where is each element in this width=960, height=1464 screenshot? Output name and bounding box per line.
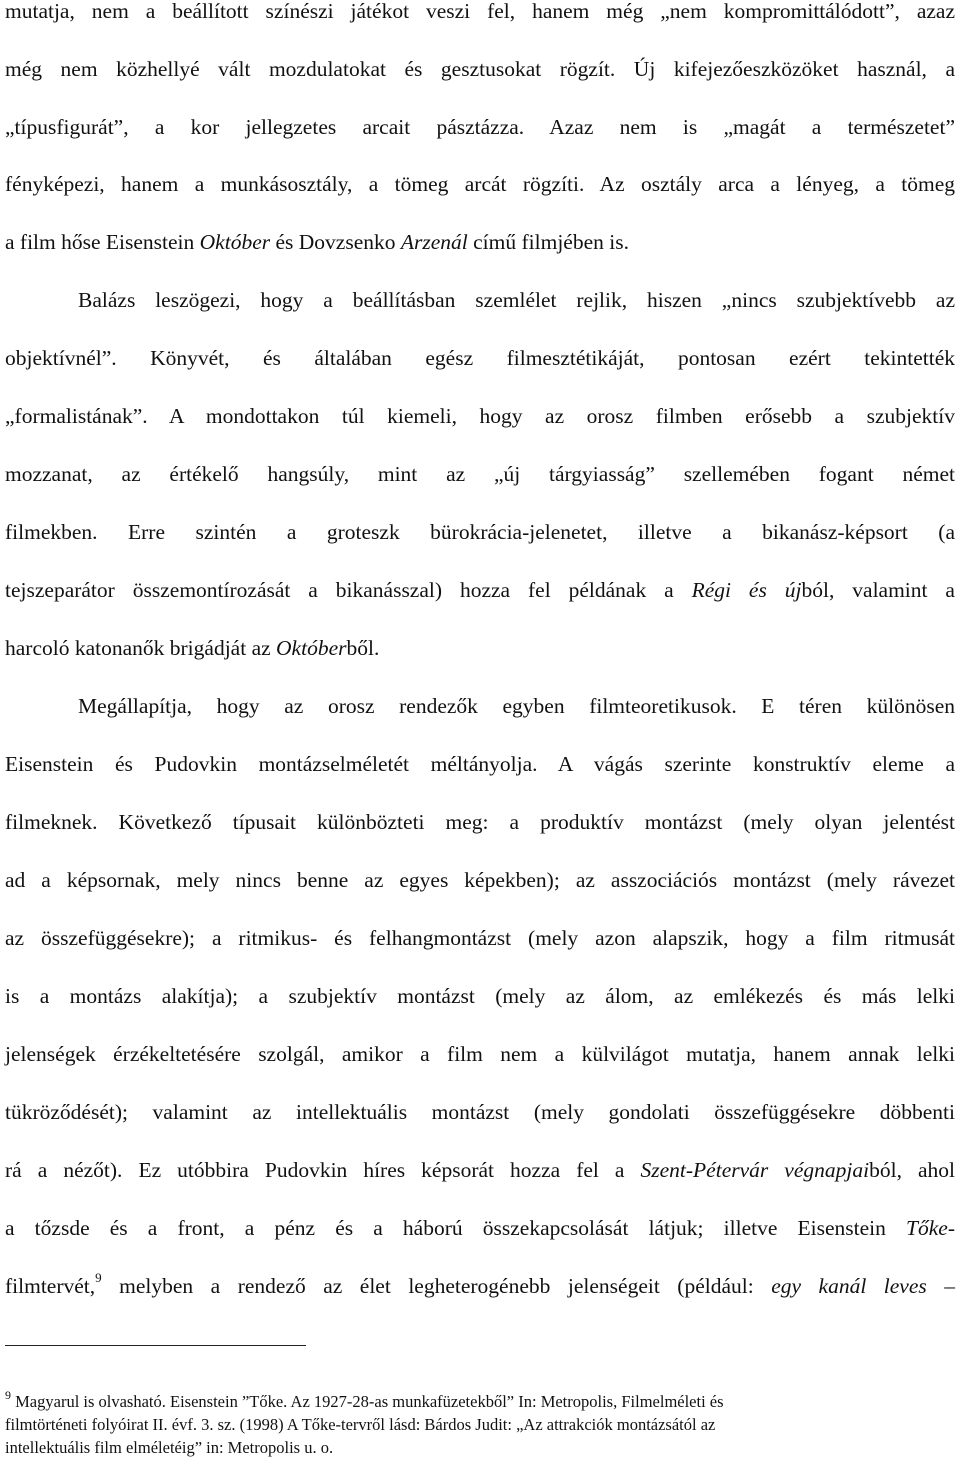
text-run: a tőzsde és a front, a pénz és a háború összekapcsolását látjuk; illetve Eisenstein — [5, 1216, 907, 1240]
text-run: melyben a rendező az élet legheterogénebb jelenségeit (például: — [101, 1274, 772, 1298]
text-run: rá a nézőt). Ez utóbbira Pudovkin híres képsorát hozza fel a — [5, 1158, 641, 1182]
body-line: filmekben. Erre szintén a groteszk bürokrácia-jelenetet, illetve a bikanász-képsort (a — [5, 520, 955, 544]
text-run: ből. — [346, 636, 380, 660]
text-run: ból, valamint a — [801, 578, 955, 602]
paragraph-first-line: Balázs leszögezi, hogy a beállításban szemlélet rejlik, hiszen „nincs szubjektívebb az — [78, 288, 955, 312]
film-title: Régi és új — [691, 578, 802, 602]
body-line — [5, 1155, 955, 1185]
footnote-separator — [5, 1345, 306, 1346]
body-line: Eisenstein és Pudovkin montázselméletét méltányolja. A vágás szerinte konstruktív eleme a — [5, 752, 955, 776]
footnote-marker: 9 — [5, 1387, 11, 1402]
text-run: tejszeparátor összemontírozását a bikanásszal) hozza fel példának a — [5, 578, 692, 602]
body-line: fényképezi, hanem a munkásosztály, a tömeg arcát rögzíti. Az osztály arca a lényeg, a tömeg — [5, 172, 955, 196]
body-line — [5, 633, 379, 663]
text-run: ból, ahol — [869, 1158, 955, 1182]
footnote-reference[interactable]: 9 — [95, 1269, 102, 1285]
body-line: ad a képsornak, mely nincs benne az egyes képekben); az asszociációs montázst (mely rávezet — [5, 868, 955, 892]
film-title: Október — [276, 636, 347, 660]
body-line: mutatja, nem a beállított színészi játékot veszi fel, hanem még „nem kompromittálódott”, azaz — [5, 0, 955, 23]
film-title: Október — [199, 230, 271, 254]
body-line: objektívnél”. Könyvét, és általában egész filmesztétikáját, pontosan ezért tekintették — [5, 346, 955, 370]
footnote-line: intellektuális film elméletéig” in: Metropolis u. o. — [5, 1438, 334, 1457]
film-title: Szent-Pétervár végnapjai — [640, 1158, 870, 1182]
text-run: filmtervét, — [5, 1274, 96, 1298]
footnote-line: filmtörténeti folyóirat II. évf. 3. sz. (1998) A Tőke-tervről lásd: Bárdos Judit: „Az attrakciók montázsától az — [5, 1415, 716, 1434]
film-title: Arzenál — [400, 230, 468, 254]
paragraph-first-line: Megállapítja, hogy az orosz rendezők egyben filmteoretikusok. E téren különösen — [78, 694, 955, 718]
body-line: jelenségek érzékeltetésére szolgál, amikor a film nem a külvilágot mutatja, hanem annak lelki — [5, 1042, 955, 1066]
film-title: Tőke- — [906, 1216, 955, 1240]
body-line: is a montázs alakítja); a szubjektív montázst (mely az álom, az emlékezés és más lelki — [5, 984, 955, 1008]
text-run: és Dovzsenko — [270, 230, 401, 254]
body-line: tükröződését); valamint az intellektuális montázst (mely gondolati összefüggésekre döbbenti — [5, 1100, 955, 1124]
body-line: még nem közhellyé vált mozdulatokat és gesztusokat rögzít. Új kifejezőeszközöket használ, a — [5, 57, 955, 81]
emphasis: egy kanál leves – — [771, 1274, 955, 1298]
footnote-text: Magyarul is olvasható. Eisenstein ”Tőke. Az 1927-28-as munkafüzetekből” In: Metropolis, Filmelméleti és — [11, 1392, 724, 1411]
body-line: filmeknek. Következő típusait különbözteti meg: a produktív montázst (mely olyan jelentést — [5, 810, 955, 834]
body-line — [5, 575, 955, 605]
body-line: „formalistának”. A mondottakon túl kiemeli, hogy az orosz filmben erősebb a szubjektív — [5, 404, 955, 428]
body-line: az összefüggésekre); a ritmikus- és felhangmontázst (mely azon alapszik, hogy a film ritmusát — [5, 926, 955, 950]
footnote-line — [5, 1387, 955, 1413]
body-line — [5, 1271, 955, 1301]
text-run: harcoló katonanők brigádját az — [5, 636, 277, 660]
text-run: a film hőse Eisenstein — [5, 230, 200, 254]
body-line — [5, 227, 629, 257]
body-line: „típusfigurát”, a kor jellegzetes arcait pásztázza. Azaz nem is „magát a természetet” — [5, 115, 955, 139]
body-line: mozzanat, az értékelő hangsúly, mint az „új tárgyiasság” szellemében fogant német — [5, 462, 955, 486]
text-run: című filmjében is. — [467, 230, 629, 254]
body-line — [5, 1213, 955, 1243]
